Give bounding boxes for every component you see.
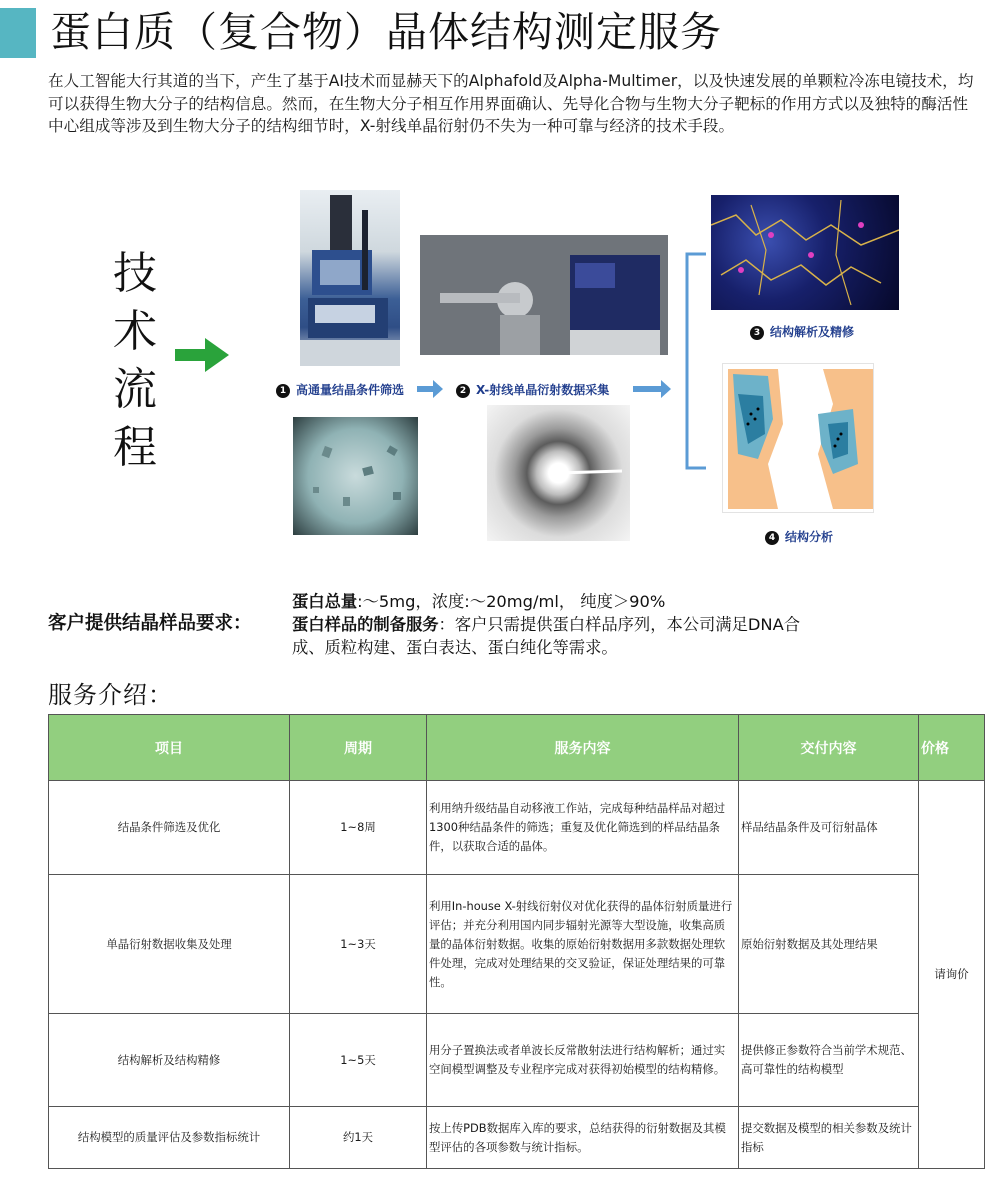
cell-item: 单晶衍射数据收集及处理 [49, 875, 290, 1014]
requirements-key: 蛋白总量 [292, 592, 358, 611]
step-number-badge: 4 [765, 531, 779, 545]
cell-item: 结晶条件筛选及优化 [49, 781, 290, 875]
workflow-label-char: 术 [113, 306, 157, 357]
workflow-step-3 [750, 323, 854, 340]
workflow-label-char: 程 [113, 422, 157, 473]
cell-delivery: 样品结晶条件及可衍射晶体 [739, 781, 919, 875]
cell-period: 约1天 [290, 1107, 427, 1169]
page-title: 蛋白质（复合物）晶体结构测定服务 [50, 8, 722, 56]
table-row [49, 1014, 985, 1107]
workflow-step-1 [276, 381, 404, 398]
requirements-value: ：客户只需提供蛋白样品序列，本公司满足DNA合成、质粒构建、蛋白表达、蛋白纯化等需求。 [292, 615, 801, 657]
section-title: 服务介绍： [48, 681, 173, 709]
cell-item: 结构解析及结构精修 [49, 1014, 290, 1107]
cell-delivery: 提供修正参数符合当前学术规范、高可靠性的结构模型 [739, 1014, 919, 1107]
title-accent-bar [0, 8, 36, 58]
cell-content: 用分子置换法或者单波长反常散射法进行结构解析；通过实空间模型调整及专业程序完成对获得初始模型的结构精修。 [427, 1014, 739, 1107]
workflow-step-2 [456, 381, 609, 398]
workflow-step-4 [765, 528, 833, 545]
cell-content: 利用纳升级结晶自动移液工作站，完成每种结晶样品对超过1300种结晶条件的筛选；重复及优化筛选到的样品结晶条件，以获取合适的晶体。 [427, 781, 739, 875]
column-header-period: 周期 [290, 715, 427, 781]
crystal-microscope-photo [293, 417, 418, 535]
step-number-badge: 3 [750, 326, 764, 340]
requirements-line-1 [292, 590, 812, 613]
workflow-label-char: 技 [113, 248, 157, 299]
table-row [49, 781, 985, 875]
table-row [49, 1107, 985, 1169]
table-header-row [49, 715, 985, 781]
requirements-line-2 [292, 613, 812, 659]
bracket-icon [682, 252, 708, 470]
cell-period: 1~8周 [290, 781, 427, 875]
column-header-delivery: 交付内容 [739, 715, 919, 781]
step-label: X-射线单晶衍射数据采集 [476, 383, 610, 397]
cell-delivery: 提交数据及模型的相关参数及统计指标 [739, 1107, 919, 1169]
cell-period: 1~3天 [290, 875, 427, 1014]
column-header-price: 价格 [919, 715, 985, 781]
service-table [48, 714, 985, 1169]
electron-density-map-image [711, 195, 899, 310]
step-number-badge: 2 [456, 384, 470, 398]
blue-arrow-icon [417, 380, 443, 398]
intro-paragraph: 在人工智能大行其道的当下，产生了基于AI技术而显赫天下的Alphafold及Alpha-Multimer，以及快速发展的单颗粒冷冻电镜技术，均可以获得生物大分子的结构信息。然而，在生物大分子相互作用界面确认、先导化合物与生物大分子靶标的作用方式以及独特的酶活性中心组成等涉及到生物大分子的结构细节时，X-射线单晶衍射仍不失为一种可靠与经济的技术手段。 [48, 72, 974, 135]
column-header-item: 项目 [49, 715, 290, 781]
step-label: 结构解析及精修 [770, 325, 855, 339]
cell-price: 请询价 [919, 781, 985, 1169]
diffraction-pattern-photo [487, 405, 630, 541]
cell-content: 按上传PDB数据库入库的要求，总结获得的衍射数据及其模型评估的各项参数与统计指标。 [427, 1107, 739, 1169]
blue-arrow-icon [633, 380, 671, 398]
ramachandran-plot-image [722, 363, 874, 513]
cell-delivery: 原始衍射数据及其处理结果 [739, 875, 919, 1014]
requirements-label: 客户提供结晶样品要求： [48, 613, 252, 634]
step-number-badge: 1 [276, 384, 290, 398]
cell-item: 结构模型的质量评估及参数指标统计 [49, 1107, 290, 1169]
requirements-value: :～5mg，浓度:～20mg/ml， 纯度＞90% [357, 592, 666, 611]
workflow-label-char: 流 [113, 364, 157, 415]
xray-diffractometer-photo [420, 235, 668, 355]
cell-period: 1~5天 [290, 1014, 427, 1107]
requirements-text [292, 590, 812, 659]
step-label: 结构分析 [785, 530, 834, 544]
green-arrow-icon [175, 338, 231, 372]
column-header-content: 服务内容 [427, 715, 739, 781]
cell-content: 利用In-house X-射线衍射仪对优化获得的晶体衍射质量进行评估；并充分利用国内同步辐射光源等大型设施，收集高质量的晶体衍射数据。收集的原始衍射数据用多款数据处理软件处理，完成对处理结果的交叉验证，保证处理结果的可靠性。 [427, 875, 739, 1014]
step-label: 高通量结晶条件筛选 [296, 383, 405, 397]
workflow-label [105, 245, 165, 477]
crystallization-robot-photo [300, 190, 400, 366]
table-row [49, 875, 985, 1014]
requirements-key: 蛋白样品的制备服务 [292, 615, 439, 634]
